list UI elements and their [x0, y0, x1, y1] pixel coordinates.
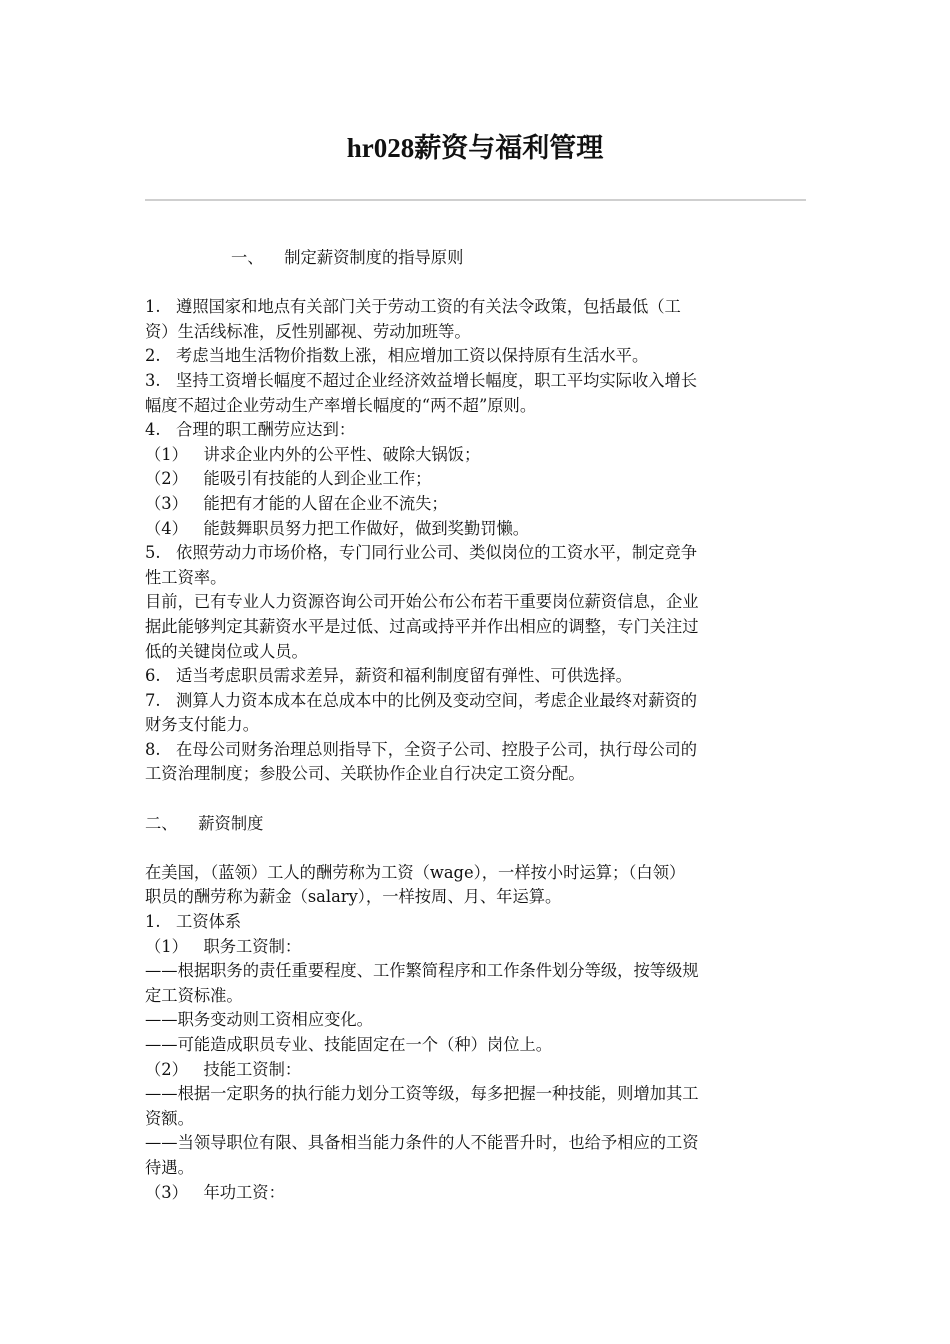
paragraph-line: 据此能够判定其薪资水平是过低、过高或持平并作出相应的调整，专门关注过	[145, 616, 699, 636]
paragraph-line: （2） 能吸引有技能的人到企业工作；	[145, 469, 432, 489]
paragraph-line: 待遇。	[145, 1157, 194, 1177]
paragraph-line: ——根据职务的责任重要程度、工作繁简程序和工作条件划分等级，按等级规	[145, 961, 699, 981]
spacer	[145, 271, 806, 296]
paragraph-line: 幅度不超过企业劳动生产率增长幅度的“两不超”原则。	[145, 395, 537, 415]
paragraph-line: 4. 合理的职工酬劳应达到：	[145, 420, 356, 440]
paragraph-line: （1） 职务工资制：	[145, 936, 302, 956]
spacer	[145, 836, 806, 861]
paragraph-line: 8. 在母公司财务治理总则指导下，全资子公司、控股子公司，执行母公司的	[145, 739, 698, 759]
paragraph-line: （3） 年功工资：	[145, 1182, 285, 1202]
paragraph-line: ——可能造成职员专业、技能固定在一个（种）岗位上。	[145, 1035, 553, 1054]
paragraph-line: ——职务变动则工资相应变化。	[145, 1010, 373, 1030]
paragraph-line: （1） 讲求企业内外的公平性、破除大锅饭；	[145, 444, 481, 464]
spacer	[145, 787, 806, 812]
paragraph-line: 6. 适当考虑职员需求差异，薪资和福利制度留有弹性、可供选择。	[145, 666, 632, 686]
paragraph-line: 1. 工资体系	[145, 912, 242, 932]
paragraph-line: 在美国，（蓝领）工人的酬劳称为工资（wage），一样按小时运算；（白领）	[145, 862, 686, 882]
paragraph-line: 性工资率。	[145, 567, 227, 587]
paragraph-line: （4） 能鼓舞职员努力把工作做好，做到奖勤罚懒。	[145, 518, 530, 538]
document-title: hr028薪资与福利管理	[346, 133, 604, 163]
paragraph-line: ——当领导职位有限、具备相当能力条件的人不能晋升时，也给予相应的工资	[145, 1133, 699, 1153]
paragraph-line: （3） 能把有才能的人留在企业不流失；	[145, 493, 448, 513]
section-heading-2: 二、 薪资制度	[145, 813, 264, 833]
paragraph-line: 5. 依照劳动力市场价格，专门同行业公司、类似岗位的工资水平，制定竞争	[145, 543, 698, 563]
paragraph-line: 定工资标准。	[145, 985, 243, 1005]
paragraph-line: （2） 技能工资制：	[145, 1059, 302, 1079]
paragraph-line: 工资治理制度；参股公司、关联协作企业自行决定工资分配。	[145, 764, 585, 784]
title-divider	[145, 199, 806, 201]
paragraph-line: 2. 考虑当地生活物价指数上涨，相应增加工资以保持原有生活水平。	[145, 346, 649, 366]
paragraph-line: 财务支付能力。	[145, 715, 259, 735]
paragraph-line: ——根据一定职务的执行能力划分工资等级，每多把握一种技能，则增加其工	[145, 1084, 699, 1104]
section-heading-1: 一、 制定薪资制度的指导原则	[231, 248, 464, 267]
document-body	[145, 246, 806, 1205]
paragraph-line: 低的关键岗位或人员。	[145, 641, 308, 661]
paragraph-line: 资额。	[145, 1108, 194, 1128]
paragraph-line: 资）生活线标准，反性别鄙视、劳动加班等。	[145, 321, 471, 341]
paragraph-line: 3. 坚持工资增长幅度不超过企业经济效益增长幅度，职工平均实际收入增长	[145, 370, 698, 390]
paragraph-line: 1. 遵照国家和地点有关部门关于劳动工资的有关法令政策，包括最低（工	[145, 297, 681, 317]
paragraph-line: 7. 测算人力资本成本在总成本中的比例及变动空间，考虑企业最终对薪资的	[145, 690, 698, 710]
paragraph-line: 目前，已有专业人力资源咨询公司开始公布公布若干重要岗位薪资信息，企业	[145, 592, 699, 612]
paragraph-line: 职员的酬劳称为薪金（salary），一样按周、月、年运算。	[145, 887, 562, 907]
